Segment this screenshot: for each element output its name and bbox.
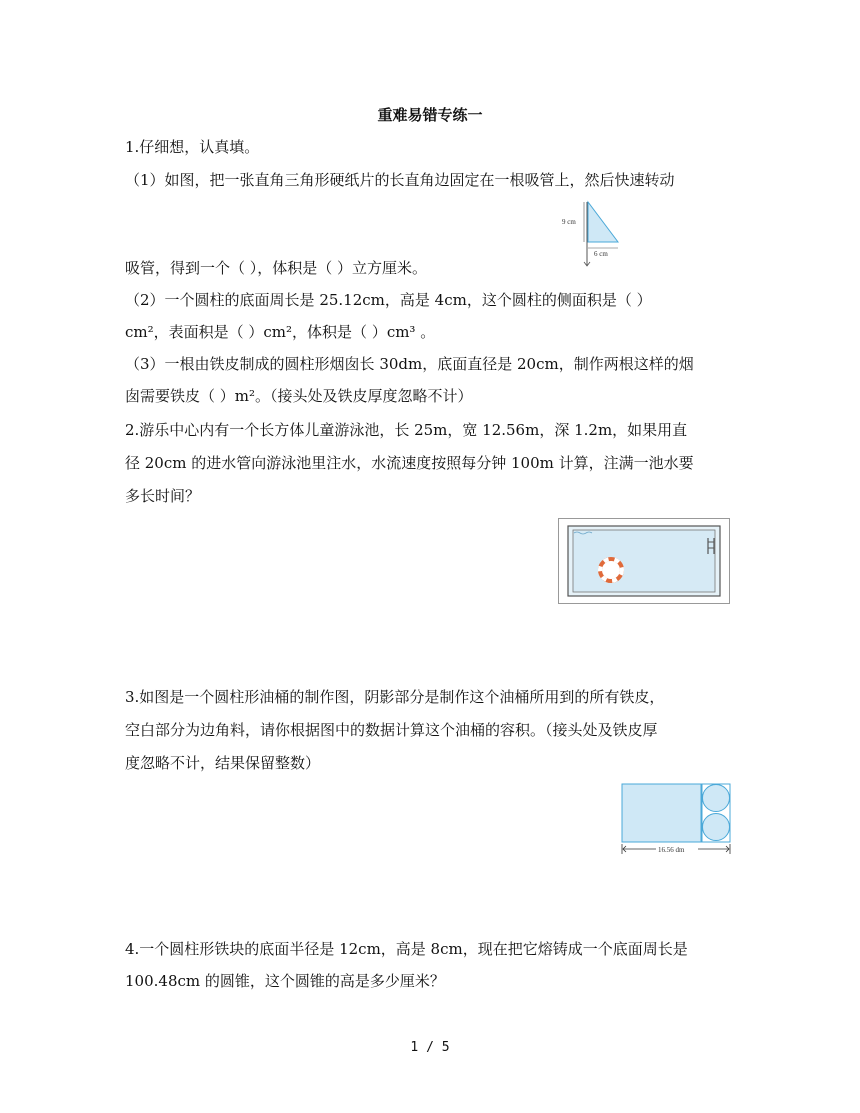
q2-line-b: 径 20cm 的进水管向游泳池里注水，水流速度按照每分钟 100m 计算，注满一池水要	[125, 454, 694, 472]
q2-line-c: 多长时间？	[125, 487, 201, 505]
triangle-base-label: 6 cm	[594, 250, 608, 258]
q3-line-b: 空白部分为边角料，请你根据图中的数据计算这个油桶的容积。（接头处及铁皮厚	[125, 721, 658, 739]
q4-line-a: 4.一个圆柱形铁块的底面半径是 12cm，高是 8cm，现在把它熔铸成一个底面周长是	[125, 940, 688, 958]
triangle-shape	[588, 202, 618, 242]
triangle-height-label: 9 cm	[562, 218, 576, 226]
q1-2-line-b: cm²，表面积是（ ）cm²，体积是（ ）cm³ 。	[125, 323, 436, 341]
triangle-figure	[560, 200, 626, 268]
q1-3-line-b: 囱需要铁皮（ ）m²。（接头处及铁皮厚度忽略不计）	[125, 387, 473, 405]
q3-line-c: 度忽略不计，结果保留整数）	[125, 754, 321, 772]
pool-water	[573, 530, 715, 592]
tank-bottom-circle	[703, 814, 730, 841]
pool-figure	[558, 518, 730, 604]
tank-top-circle	[703, 785, 730, 812]
oil-tank-net-figure	[620, 782, 732, 856]
q1-heading: 1.仔细想，认真填。	[125, 138, 260, 156]
q4-line-b: 100.48cm 的圆锥，这个圆锥的高是多少厘米？	[125, 972, 445, 990]
tank-width-label: 16.56 dm	[658, 846, 685, 854]
q1-3-line-a: （3）一根由铁皮制成的圆柱形烟囱长 30dm，底面直径是 20cm，制作两根这样的烟	[125, 355, 694, 373]
q1-1-line-a: （1）如图，把一张直角三角形硬纸片的长直角边固定在一根吸管上，然后快速转动	[125, 171, 675, 189]
q1-1-line-b: 吸管，得到一个（ ），体积是（ ）立方厘米。	[125, 259, 428, 277]
q1-2-line-a: （2）一个圆柱的底面周长是 25.12cm，高是 4cm，这个圆柱的侧面积是（ ）	[125, 291, 652, 309]
page-title: 重难易错专练一	[377, 106, 483, 124]
q2-line-a: 2.游乐中心内有一个长方体儿童游泳池，长 25m，宽 12.56m，深 1.2m，如果用直	[125, 421, 688, 439]
q3-line-a: 3.如图是一个圆柱形油桶的制作图，阴影部分是制作这个油桶所用到的所有铁皮，	[125, 688, 665, 706]
page-number: 1 / 5	[410, 1040, 450, 1055]
